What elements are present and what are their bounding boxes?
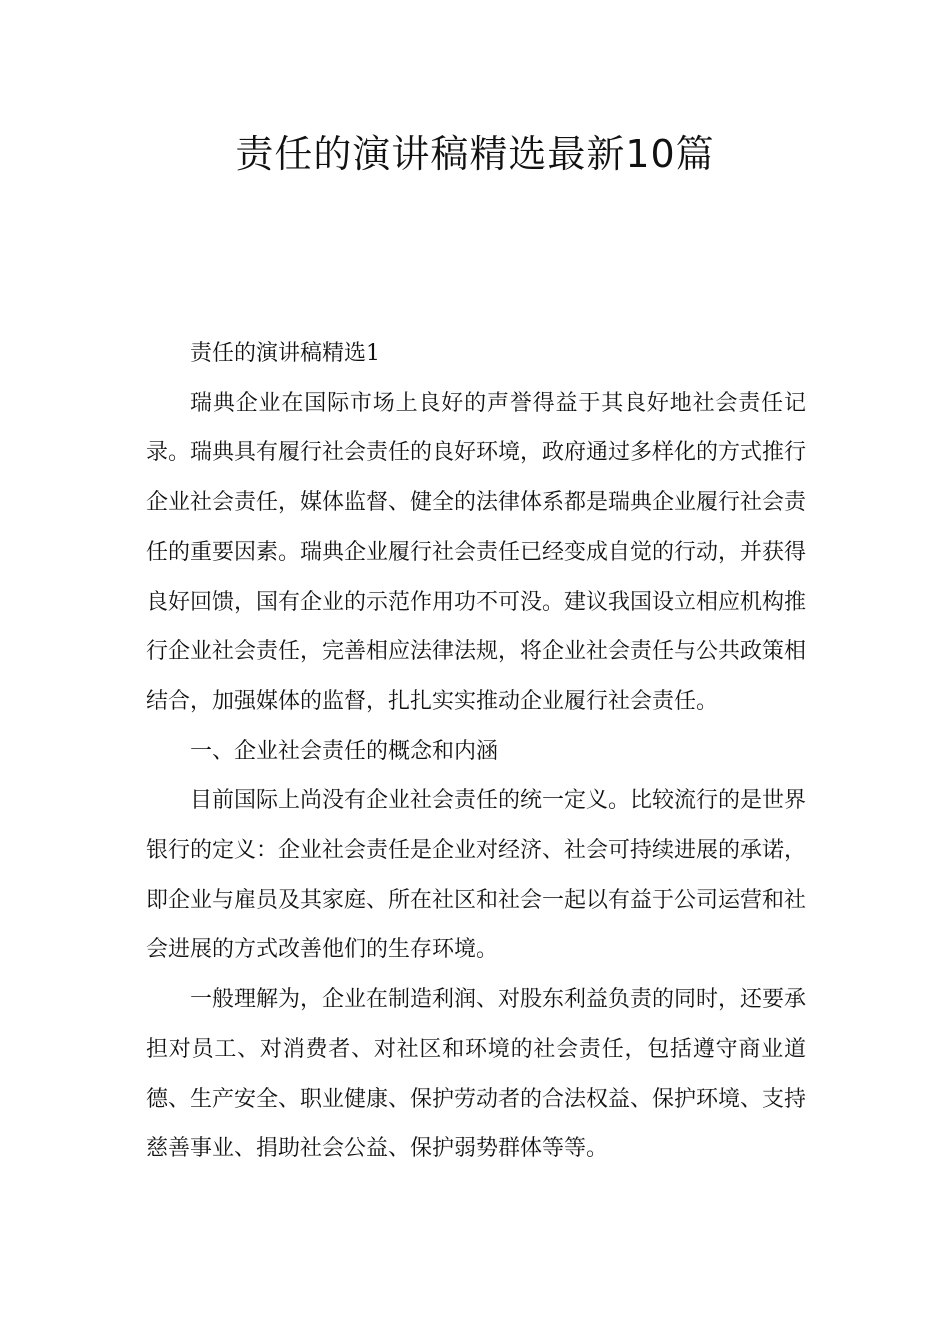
document-title: 责任的演讲稿精选最新10篇	[235, 132, 715, 176]
body-paragraph: 目前国际上尚没有企业社会责任的统一定义。比较流行的是世界银行的定义：企业社会责任是企业对经济、社会可持续进展的承诺，即企业与雇员及其家庭、所在社区和社会一起以有益于公司运营和社会进展的方式改善他们的生存环境。	[146, 788, 807, 963]
section-heading-1: 责任的演讲稿精选1	[190, 341, 380, 366]
document-body	[146, 329, 806, 1174]
body-paragraph: 瑞典企业在国际市场上良好的声誉得益于其良好地社会责任记录。瑞典具有履行社会责任的良好环境，政府通过多样化的方式推行企业社会责任，媒体监督、健全的法律体系都是瑞典企业履行社会责任的重要因素。瑞典企业履行社会责任已经变成自觉的行动，并获得良好回馈，国有企业的示范作用功不可没。建议我国设立相应机构推行企业社会责任，完善相应法律法规，将企业社会责任与公共政策相结合，加强媒体的监督，扎扎实实推动企业履行社会责任。	[146, 390, 807, 714]
body-paragraph: 一般理解为，企业在制造利润、对股东利益负责的同时，还要承担对员工、对消费者、对社区和环境的社会责任，包括遵守商业道德、生产安全、职业健康、保护劳动者的合法权益、保护环境、支持慈善事业、捐助社会公益、保护弱势群体等等。	[146, 987, 807, 1162]
section-heading-2: 一、企业社会责任的概念和内涵	[190, 738, 499, 764]
